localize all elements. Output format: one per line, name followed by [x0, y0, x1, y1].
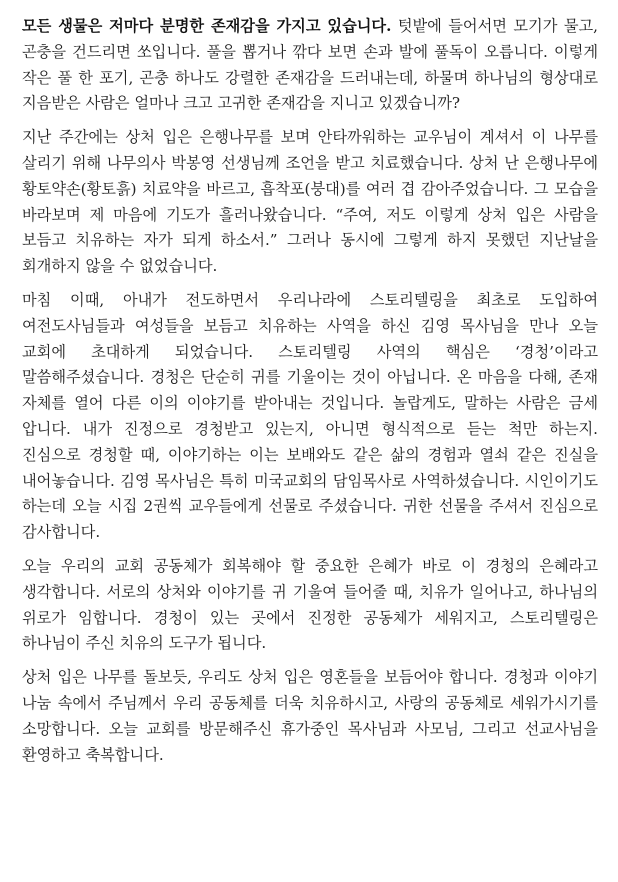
- paragraph-3: 마침 이때, 아내가 전도하면서 우리나라에 스토리텔링을 최초로 도입하여 여전도사님들과 여성들을 보듬고 치유하는 사역을 하신 김영 목사님을 만나 오늘 교회에 초대하게 되었습니다. 스토리텔링 사역의 핵심은 ‘경청’이라고 말씀해주셨습니다. 경청은 단순히 귀를 기울이는 것이 아닙니다. 온 마음을 다해, 존재 자체를 열어 다른 이의 이야기를 받아내는 것입니다. 놀랍게도, 말하는 사람은 금세 압니다. 내가 진정으로 경청받고 있는지, 아니면 형식적으로 듣는 척만 하는지. 진심으로 경청할 때, 이야기하는 이는 보배와도 같은 삶의 경험과 열쇠 같은 진실을 내어놓습니다. 김영 목사님은 특히 미국교회의 담임목사로 사역하셨습니다. 시인이기도 하는데 오늘 시집 2권씩 교우들에게 선물로 주셨습니다. 귀한 선물을 주셔서 진심으로 감사합니다.: [22, 290, 598, 542]
- article-body: [22, 14, 598, 776]
- paragraph-4: 오늘 우리의 교회 공동체가 회복해야 할 중요한 은혜가 바로 이 경청의 은혜라고 생각합니다. 서로의 상처와 이야기를 귀 기울여 들어줄 때, 치유가 일어나고, 하나님의 위로가 임합니다. 경청이 있는 곳에서 진정한 공동체가 세워지고, 스토리텔링은 하나님이 주신 치유의 도구가 됩니다.: [22, 556, 598, 653]
- paragraph-5: 상처 입은 나무를 돌보듯, 우리도 상처 입은 영혼들을 보듬어야 합니다. 경청과 이야기 나눔 속에서 주님께서 우리 공동체를 더욱 치유하시고, 사랑의 공동체로 세워가시기를 소망합니다. 오늘 교회를 방문해주신 휴가중인 목사님과 사모님, 그리고 선교사님을 환영하고 축복합니다.: [22, 668, 598, 764]
- lead-sentence: 모든 생물은 저마다 분명한 존재감을 가지고 있습니다.: [22, 17, 392, 35]
- paragraph-1: [22, 14, 598, 117]
- paragraph-1-text: 텃밭에 들어서면 모기가 물고, 곤충을 건드리면 쏘입니다. 풀을 뽑거나 깎다 보면 손과 발에 풀독이 오릅니다. 이렇게 작은 풀 한 포기, 곤충 하나도 강렬한 존재감을 드러내는데, 하물며 하나님의 형상대로 지음받은 사람은 얼마나 크고 고귀한 존재감을 지니고 있겠습니까?: [22, 17, 598, 113]
- paragraph-2: 지난 주간에는 상처 입은 은행나무를 보며 안타까워하는 교우님이 계셔서 이 나무를 살리기 위해 나무의사 박봉영 선생님께 조언을 받고 치료했습니다. 상처 난 은행나무에 황토약손(황토흙) 치료약을 바르고, 흡착포(붕대)를 여러 겹 감아주었습니다. 그 모습을 바라보며 제 마음에 기도가 흘러나왔습니다. “주여, 저도 이렇게 상처 입은 사람을 보듬고 치유하는 자가 되게 하소서.” 그러나 동시에 그렇게 하지 못했던 지난날을 회개하지 않을 수 없었습니다.: [22, 128, 598, 276]
